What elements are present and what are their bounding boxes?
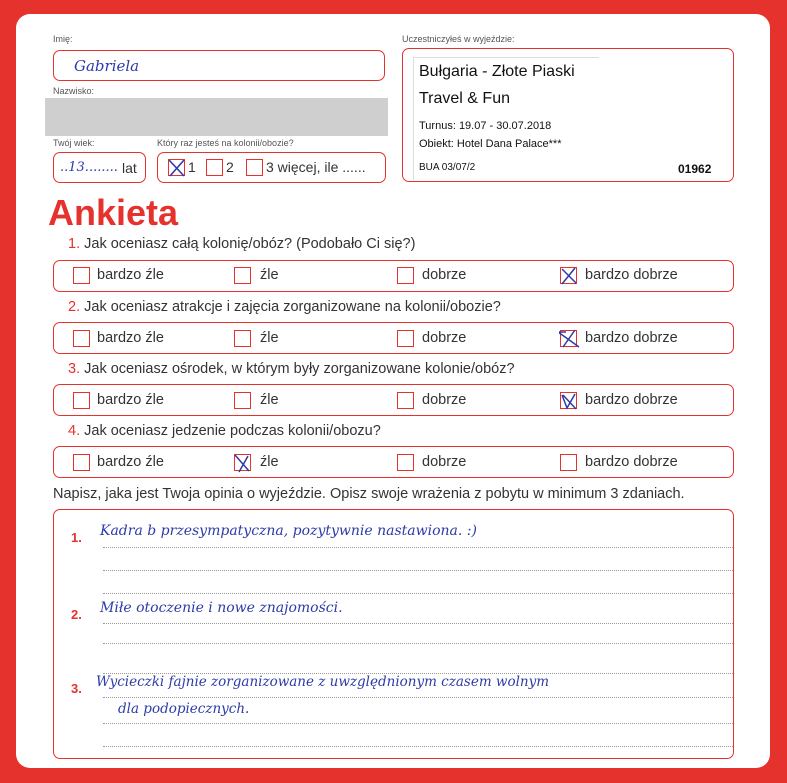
trip-destination: Bułgaria - Złote Piaski [419, 63, 575, 80]
answer-text-3-cont: dla podopiecznych. [118, 701, 250, 717]
survey-title: Ankieta [48, 192, 179, 233]
trip-number: 01962 [678, 162, 712, 176]
writing-line [103, 697, 733, 698]
trip-turnus: Turnus: 19.07 - 30.07.2018 [419, 120, 552, 132]
q3-checkbox-bardzo-zle[interactable] [73, 392, 90, 409]
check-mark-icon [167, 157, 187, 179]
times-checkbox-1[interactable] [168, 159, 185, 176]
q2-checkbox-bardzo-zle[interactable] [73, 330, 90, 347]
trip-obiekt: Obiekt: Hotel Dana Palace*** [419, 138, 562, 150]
q3-checkbox-dobrze[interactable] [397, 392, 414, 409]
q4-checkbox-bardzo-dobrze[interactable] [560, 454, 577, 471]
writing-line [103, 746, 733, 747]
check-mark-icon [559, 390, 579, 412]
q4-option-label: bardzo dobrze [585, 454, 678, 470]
answer-number: 2. [71, 607, 82, 622]
q1-option-label: bardzo dobrze [585, 267, 678, 283]
q1-option-label: źle [260, 267, 279, 283]
answer-row-2 [53, 322, 734, 354]
q3-checkbox-bardzo-dobrze[interactable] [560, 392, 577, 409]
q2-checkbox-bardzo-dobrze[interactable] [560, 330, 577, 347]
q1-checkbox-bardzo-dobrze[interactable] [560, 267, 577, 284]
opinion-box[interactable] [53, 509, 734, 759]
age-label: Twój wiek: [53, 138, 95, 148]
trip-label: Uczestniczyłeś w wyjeździe: [402, 34, 515, 44]
opinion-prompt: Napisz, jaka jest Twoja opinia o wyjeździe. Opisz swoje wrażenia z pobytu w minimum 3 zdaniach. [53, 486, 685, 502]
q4-checkbox-bardzo-zle[interactable] [73, 454, 90, 471]
answer-text-3: Wycieczki fajnie zorganizowane z uwzględnionym czasem wolnym [96, 674, 550, 690]
q2-checkbox-zle[interactable] [234, 330, 251, 347]
name-label: Imię: [53, 34, 73, 44]
q4-option-label: bardzo źle [97, 454, 164, 470]
times-checkbox-3[interactable] [246, 159, 263, 176]
age-unit: lat [122, 160, 137, 176]
answer-text-2: Miłe otoczenie i nowe znajomości. [100, 600, 343, 616]
q2-option-label: dobrze [422, 330, 467, 346]
times-label: Który raz jesteś na kolonii/obozie? [157, 138, 294, 148]
trip-company: Travel & Fun [419, 90, 510, 107]
q2-option-label: bardzo źle [97, 330, 164, 346]
check-mark-icon [559, 265, 579, 287]
answer-row-3 [53, 384, 734, 416]
q4-option-label: dobrze [422, 454, 467, 470]
q3-option-label: źle [260, 392, 279, 408]
q1-option-label: dobrze [422, 267, 467, 283]
writing-line [103, 547, 733, 548]
q1-option-label: bardzo źle [97, 267, 164, 283]
q2-checkbox-dobrze[interactable] [397, 330, 414, 347]
trip-code: BUA 03/07/2 [419, 162, 476, 173]
question-1: 1. Jak oceniasz całą kolonię/obóz? (Podobało Ci się?) [68, 236, 416, 252]
question-2: 2. Jak oceniasz atrakcje i zajęcia zorganizowane na kolonii/obozie? [68, 299, 501, 315]
q1-checkbox-dobrze[interactable] [397, 267, 414, 284]
writing-line [103, 643, 733, 644]
q1-checkbox-zle[interactable] [234, 267, 251, 284]
times-checkbox-2[interactable] [206, 159, 223, 176]
question-4: 4. Jak oceniasz jedzenie podczas kolonii/obozu? [68, 423, 381, 439]
answer-text-1: Kadra b przesympatyczna, pozytywnie nastawiona. :) [100, 523, 477, 539]
check-mark-icon [233, 452, 253, 474]
answer-row-4 [53, 446, 734, 478]
answer-row-1 [53, 260, 734, 292]
name-field[interactable] [53, 50, 385, 81]
q4-checkbox-dobrze[interactable] [397, 454, 414, 471]
times-option-3: 3 więcej, ile ...... [266, 159, 366, 175]
name-value: Gabriela [74, 57, 140, 75]
question-3: 3. Jak oceniasz ośrodek, w którym były zorganizowane kolonie/obóz? [68, 361, 515, 377]
q3-option-label: bardzo źle [97, 392, 164, 408]
q1-checkbox-bardzo-zle[interactable] [73, 267, 90, 284]
age-field[interactable] [53, 152, 146, 183]
q3-option-label: bardzo dobrze [585, 392, 678, 408]
q3-checkbox-zle[interactable] [234, 392, 251, 409]
times-option-1: 1 [188, 159, 196, 175]
answer-number: 1. [71, 530, 82, 545]
times-option-2: 2 [226, 159, 234, 175]
age-value: ..13........ [60, 160, 118, 175]
writing-line [103, 723, 733, 724]
surname-redacted [45, 98, 388, 136]
q3-option-label: dobrze [422, 392, 467, 408]
surname-label: Nazwisko: [53, 86, 95, 96]
writing-line [103, 593, 733, 594]
survey-sheet [16, 14, 770, 768]
writing-line [103, 570, 733, 571]
writing-line [103, 623, 733, 624]
q4-checkbox-zle[interactable] [234, 454, 251, 471]
q2-option-label: bardzo dobrze [585, 330, 678, 346]
q2-option-label: źle [260, 330, 279, 346]
q4-option-label: źle [260, 454, 279, 470]
times-field [157, 152, 386, 183]
trip-box [402, 48, 734, 182]
answer-number: 3. [71, 681, 82, 696]
check-mark-icon [559, 328, 583, 350]
